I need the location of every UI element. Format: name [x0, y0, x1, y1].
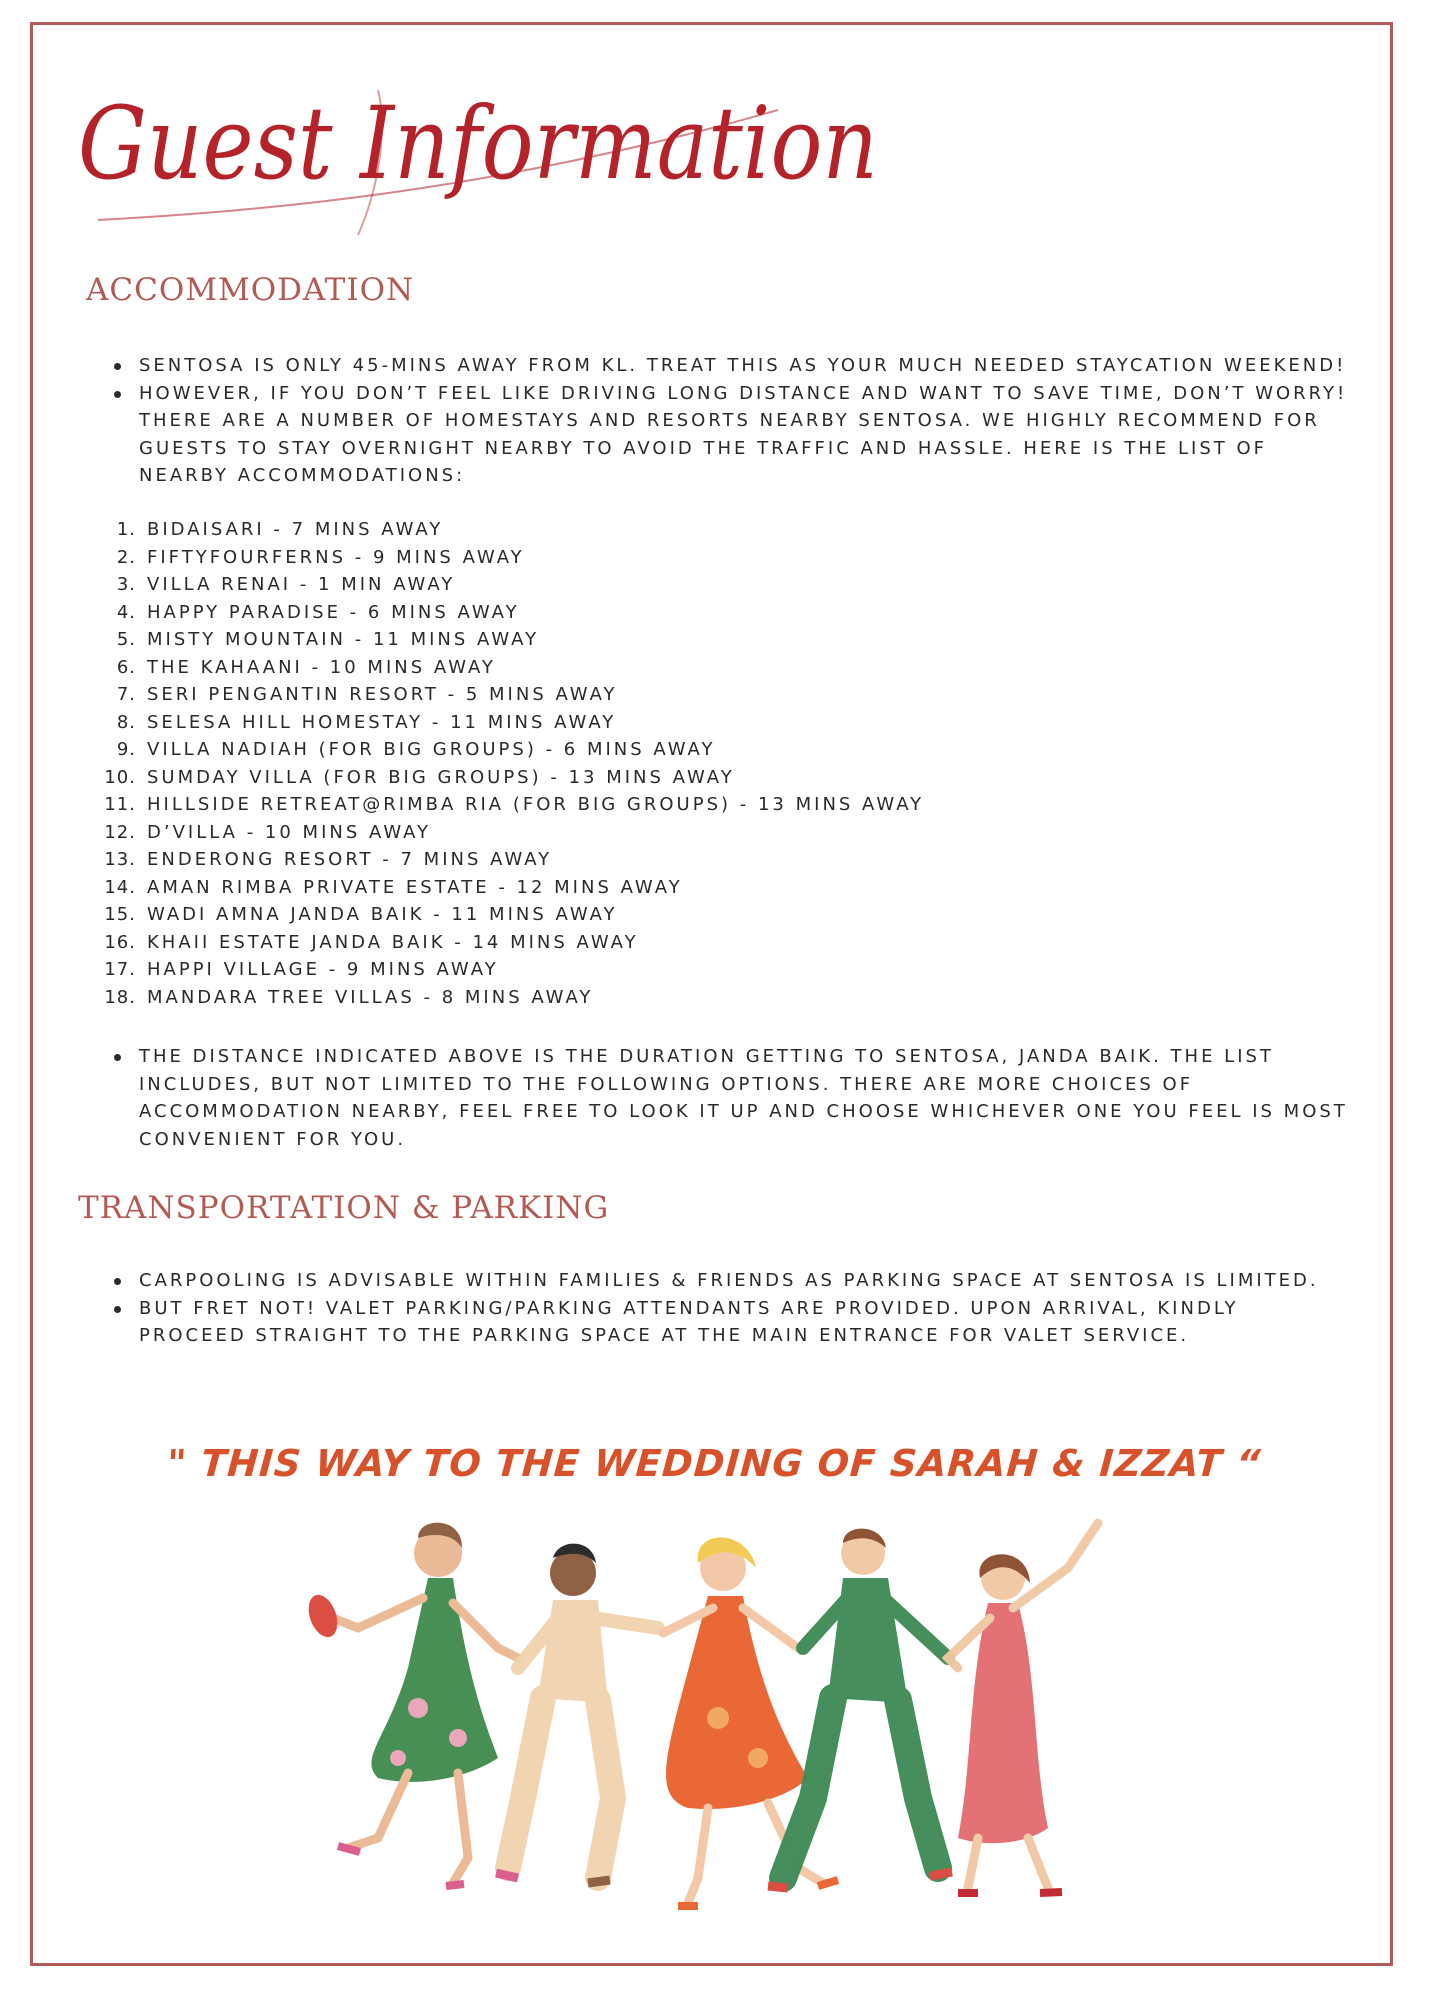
accommodation-note	[111, 1043, 1361, 1153]
list-text: SUMDAY VILLA (FOR BIG GROUPS) - 13 MINS AWAY	[147, 766, 735, 788]
list-text: MANDARA TREE VILLAS - 8 MINS AWAY	[147, 986, 594, 1008]
list-item	[100, 516, 924, 544]
dancer-beige-suit	[496, 1544, 658, 1883]
list-item	[100, 984, 924, 1012]
list-number: 7.	[116, 684, 136, 705]
list-item: HOWEVER, IF YOU DON’T FEEL LIKE DRIVING LONG DISTANCE AND WANT TO SAVE TIME, DON’T WORRY! THERE ARE A NUMBER OF HOMESTAYS AND RESORTS NEARBY SENTOSA. WE HIGHLY RECOMMEND FOR GUESTS TO STAY OVERNIGHT NEARBY TO AVOID THE TRAFFIC AND HASSLE. HERE IS THE LIST OF NEARBY ACCOMMODATIONS:	[111, 380, 1351, 490]
list-item	[100, 956, 924, 984]
dancers-illustration	[268, 1508, 1168, 1938]
list-number: 5.	[116, 629, 136, 650]
list-text: VILLA NADIAH (FOR BIG GROUPS) - 6 MINS AWAY	[147, 739, 716, 760]
list-item: SENTOSA IS ONLY 45-MINS AWAY FROM KL. TREAT THIS AS YOUR MUCH NEEDED STAYCATION WEEKEND!	[111, 352, 1351, 380]
list-item	[100, 764, 924, 792]
list-text: D’VILLA - 10 MINS AWAY	[147, 821, 432, 843]
svg-text:Guest Information: Guest Information	[78, 85, 878, 202]
list-item: THE DISTANCE INDICATED ABOVE IS THE DURATION GETTING TO SENTOSA, JANDA BAIK. THE LIST INCLUDES, BUT NOT LIMITED TO THE FOLLOWING OPTIONS. THERE ARE MORE CHOICES OF ACCOMMODATION NEARBY, FEEL FREE TO LOOK IT UP AND CHOOSE WHICHEVER ONE YOU FEEL IS MOST CONVENIENT FOR YOU.	[111, 1043, 1361, 1153]
accommodation-bullets	[111, 352, 1351, 490]
list-item	[100, 654, 924, 682]
list-item	[100, 571, 924, 599]
dancer-orange-dress	[663, 1537, 838, 1906]
list-text: WADI AMNA JANDA BAIK - 11 MINS AWAY	[147, 904, 618, 925]
transportation-heading: TRANSPORTATION & PARKING	[78, 1190, 610, 1226]
dancer-green-suit	[768, 1529, 952, 1888]
list-text: BIDAISARI - 7 MINS AWAY	[147, 519, 444, 540]
list-text: FIFTYFOURFERNS - 9 MINS AWAY	[147, 546, 525, 568]
list-item	[100, 791, 924, 819]
list-text: ENDERONG RESORT - 7 MINS AWAY	[147, 849, 553, 870]
list-number: 1.	[116, 519, 136, 540]
list-item	[100, 929, 924, 957]
list-item: BUT FRET NOT! VALET PARKING/PARKING ATTENDANTS ARE PROVIDED. UPON ARRIVAL, KINDLY PROCEED STRAIGHT TO THE PARKING SPACE AT THE MAIN ENTRANCE FOR VALET SERVICE.	[111, 1295, 1341, 1350]
list-number: 16.	[104, 931, 136, 953]
list-number: 12.	[104, 821, 136, 843]
page-title	[78, 70, 898, 240]
list-number: 10.	[104, 766, 136, 788]
list-text: HAPPY PARADISE - 6 MINS AWAY	[147, 601, 520, 623]
list-text: KHAII ESTATE JANDA BAIK - 14 MINS AWAY	[147, 931, 639, 953]
list-item	[100, 819, 924, 847]
list-text: SELESA HILL HOMESTAY - 11 MINS AWAY	[147, 711, 617, 733]
list-text: VILLA RENAI - 1 MIN AWAY	[147, 574, 456, 595]
list-number: 15.	[104, 904, 136, 925]
list-number: 13.	[104, 849, 136, 870]
list-text: HAPPI VILLAGE - 9 MINS AWAY	[147, 959, 499, 980]
list-text: SERI PENGANTIN RESORT - 5 MINS AWAY	[147, 684, 618, 705]
list-text: THE KAHAANI - 10 MINS AWAY	[147, 656, 496, 678]
accommodation-list	[100, 516, 924, 1011]
list-text: HILLSIDE RETREAT@RIMBA RIA (FOR BIG GROUPS) - 13 MINS AWAY	[147, 794, 925, 815]
accommodation-heading: ACCOMMODATION	[86, 272, 415, 308]
list-text: AMAN RIMBA PRIVATE ESTATE - 12 MINS AWAY	[147, 876, 683, 898]
wedding-tagline: " THIS WAY TO THE WEDDING OF SARAH & IZZAT “	[165, 1442, 1263, 1485]
list-number: 14.	[104, 876, 136, 898]
list-item	[100, 874, 924, 902]
list-text: MISTY MOUNTAIN - 11 MINS AWAY	[147, 629, 540, 650]
list-number: 18.	[104, 986, 136, 1008]
list-item	[100, 736, 924, 764]
list-number: 6.	[116, 656, 136, 678]
list-number: 2.	[116, 546, 136, 568]
list-number: 3.	[116, 574, 136, 595]
list-number: 8.	[116, 711, 136, 733]
list-item	[100, 901, 924, 929]
list-number: 4.	[116, 601, 136, 623]
list-number: 9.	[116, 739, 136, 760]
list-item	[100, 846, 924, 874]
list-item	[100, 709, 924, 737]
list-item	[100, 626, 924, 654]
list-item	[100, 681, 924, 709]
dancer-green-dress	[303, 1523, 518, 1886]
list-number: 11.	[104, 794, 136, 815]
transportation-bullets	[111, 1267, 1341, 1350]
dancer-pink-dress	[948, 1523, 1098, 1893]
list-item	[100, 544, 924, 572]
list-item: CARPOOLING IS ADVISABLE WITHIN FAMILIES & FRIENDS AS PARKING SPACE AT SENTOSA IS LIMITED.	[111, 1267, 1341, 1295]
list-number: 17.	[104, 959, 136, 980]
list-item	[100, 599, 924, 627]
